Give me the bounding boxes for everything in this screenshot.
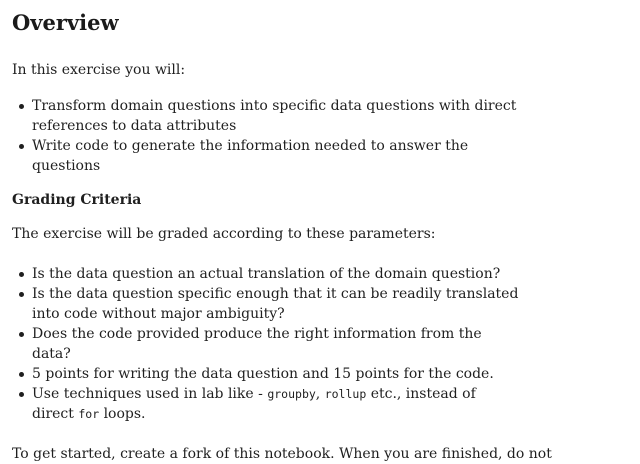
task-item: Write code to generate the information needed to answer the questions <box>32 136 520 176</box>
criteria-item: Does the code provided produce the right information from the data? <box>32 324 520 364</box>
task-item: Transform domain questions into specific data questions with direct references to data attributes <box>32 96 520 136</box>
footer-paragraph: To get started, create a fork of this notebook. When you are finished, do not <box>12 446 552 462</box>
criteria-text: loops. <box>99 406 146 422</box>
intro-paragraph: In this exercise you will: <box>12 62 186 78</box>
criteria-list <box>12 264 640 424</box>
criteria-item: Is the data question an actual translation of the domain question? <box>32 264 520 284</box>
grading-intro-paragraph: The exercise will be graded according to these parameters: <box>12 226 436 242</box>
code-for: for <box>78 407 100 421</box>
criteria-text: , <box>315 386 325 402</box>
page-title: Overview <box>12 10 119 35</box>
criteria-item: Is the data question specific enough that it can be readily translated into code without major ambiguity? <box>32 286 519 322</box>
criteria-item: 5 points for writing the data question and 15 points for the code. <box>32 364 520 384</box>
criteria-text: etc., instead of direct <box>32 386 476 422</box>
code-groupby: groupby <box>267 387 316 401</box>
task-list <box>12 96 640 176</box>
criteria-item-techniques <box>32 384 520 424</box>
criteria-text: Use techniques used in lab like - <box>32 386 268 402</box>
grading-criteria-heading: Grading Criteria <box>12 192 142 208</box>
code-rollup: rollup <box>324 387 367 401</box>
